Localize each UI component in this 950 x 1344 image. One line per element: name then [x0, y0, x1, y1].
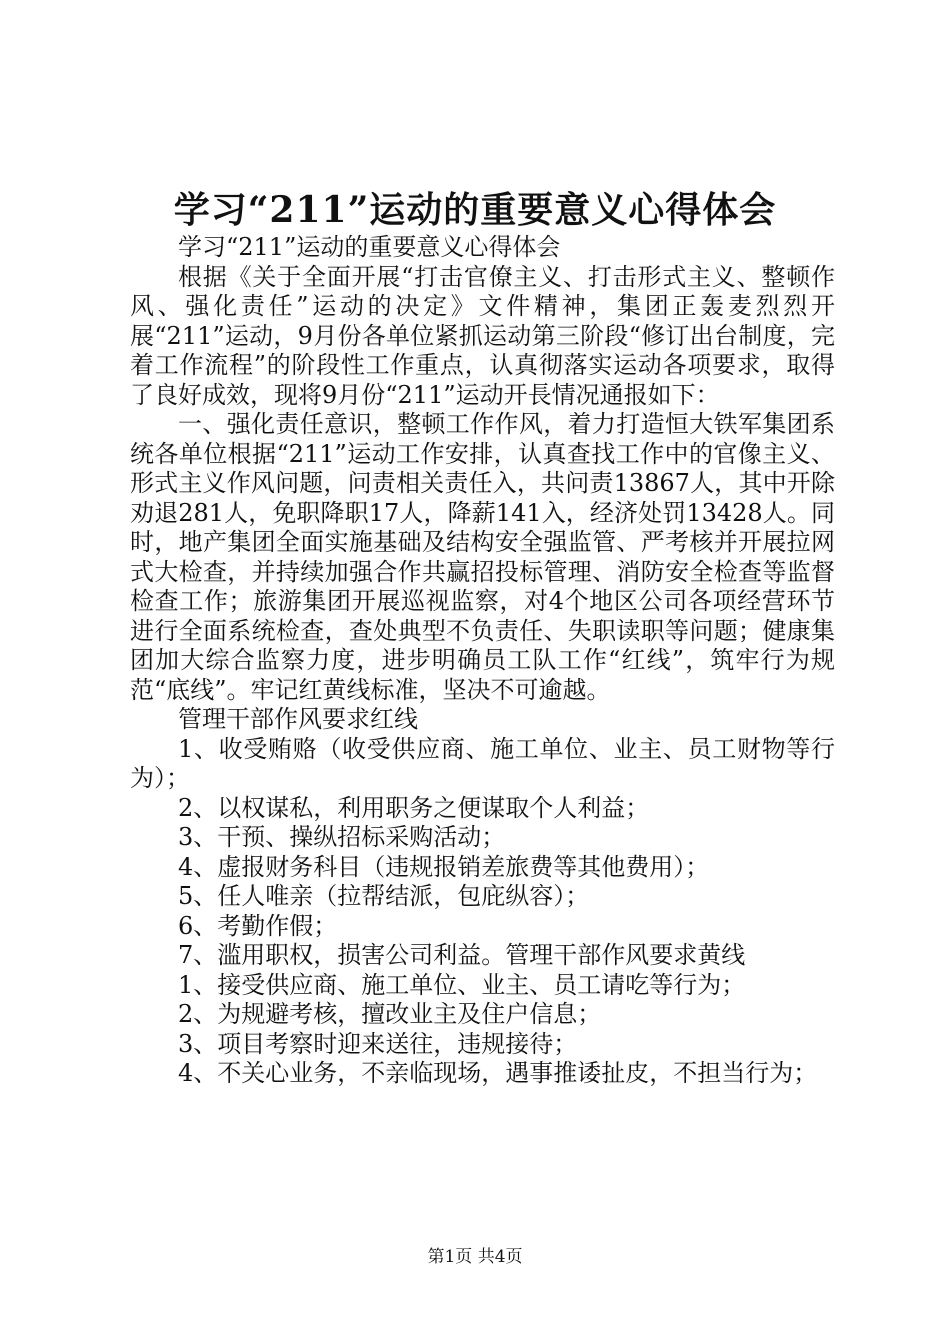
page-footer: 第1页 共4页	[427, 1247, 523, 1267]
list-item: 1、收受贿赂（收受供应商、施工单位、业主、员工财物等行为）；	[130, 734, 835, 792]
document-body	[130, 233, 835, 1089]
body-paragraph-subtitle: 学习“211”运动的重要意义心得体会	[178, 233, 561, 261]
list-item: 7、滥用职权，损害公司利益。管理干部作风要求黄线	[178, 941, 746, 969]
list-item: 6、考勤作假；	[178, 911, 338, 940]
list-item: 3、干预、操纵招标采购活动；	[178, 823, 506, 851]
list-item: 4、不关心业务，不亲临现场，遇事推诿扯皮，不担当行为；	[178, 1059, 818, 1087]
red-line-heading: 管理干部作风要求红线	[178, 705, 418, 733]
body-paragraph-intro: 根据《关于全面开展“打击官僚主义、打击形式主义、整顿作风、强化责任”运动的决定》文件精神，集团正轰麦烈烈开展“211”运动，9月份各单位紧抓运动第三阶段“修订出台制度，完着工作流程”的阶段性工作重点，认真彻落实运动各项要求，取得了良好成效，现将9月份“211”运动开長情况通报如下：	[130, 262, 835, 409]
document-title: 学习“211”运动的重要意义心得体会	[173, 189, 777, 231]
list-item: 5、任人唯亲（拉帮结派，包庇纵容）；	[178, 882, 590, 910]
list-item: 1、接受供应商、施工单位、业主、员工请吃等行为；	[178, 970, 746, 999]
list-item: 3、项目考察时迎来送往，违规接待；	[178, 1029, 578, 1058]
list-item: 4、虚报财务科目（违规报销差旅费等其他费用）；	[178, 852, 710, 881]
list-item: 2、为规避考核，擅改业主及住户信息；	[178, 1000, 602, 1028]
list-item: 2、以权谋私，利用职务之便谋取个人利益；	[178, 793, 650, 822]
body-paragraph-section-one: 一、强化责任意识，整顿工作作风，着力打造恒大铁军集团系统各单位根据“211”运动工作安排，认真查找工作中的官像主义、形式主义作风问题，问责相关责任入，共问责13867人，其中开除劝退281人，免职降职17人，降薪141入，经济处罚13428人。同时，地产集团全面实施基础及结构安全强监管、严考核并开展拉网式大检查，并持续加强合作共赢招投标管理、消防安全检查等监督检查工作；旅游集团开展巡视监察，对4个地区公司各项经营环节进行全面系统检查，查处典型不负责任、失职读职等问题；健康集团加大综合监察力度，进步明确员工队工作“红线”，筑牢行为规范“底线”。牢记红黄线标准，坚决不可逾越。	[130, 410, 835, 704]
